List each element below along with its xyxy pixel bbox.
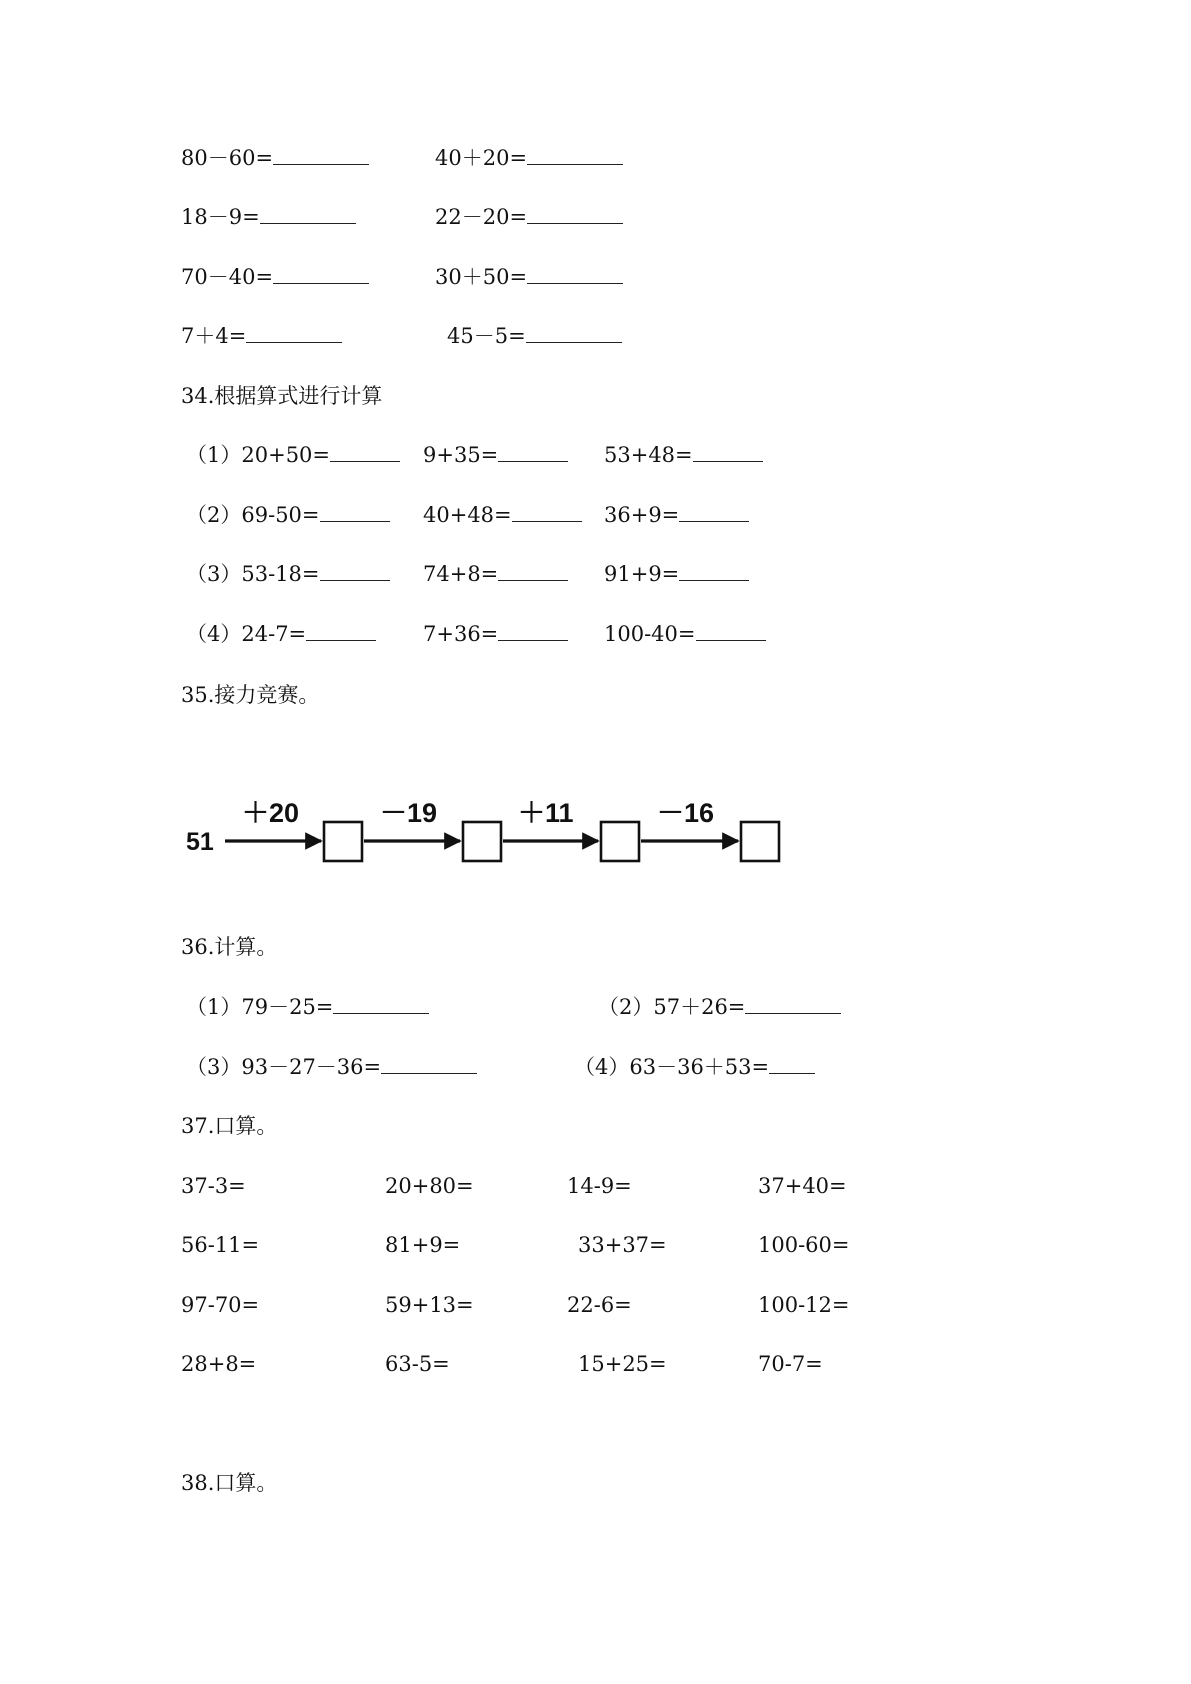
- step-label: －16: [657, 798, 715, 828]
- answer-blank[interactable]: [679, 561, 749, 581]
- oral-question: 37-3=: [181, 1174, 246, 1198]
- oral-question: 14-9=: [567, 1174, 632, 1198]
- answer-blank[interactable]: [526, 323, 622, 343]
- equation: （3）93－27－36=: [186, 1054, 477, 1080]
- relay-diagram: [178, 780, 798, 880]
- equation: （3）53-18=: [186, 561, 390, 587]
- answer-blank[interactable]: [745, 994, 841, 1014]
- question-title: 34.根据算式进行计算: [181, 384, 383, 408]
- equation: 9+35=: [423, 442, 568, 468]
- equation: 7+36=: [423, 621, 568, 647]
- oral-question: 81+9=: [385, 1233, 461, 1257]
- answer-blank[interactable]: [512, 502, 582, 522]
- answer-blank[interactable]: [381, 1054, 477, 1074]
- equation: 70－40=: [181, 264, 369, 290]
- equation: （2）57＋26=: [598, 994, 841, 1020]
- oral-question: 100-60=: [758, 1233, 850, 1257]
- step-label: ＋20: [242, 798, 300, 828]
- question-title: 36.计算。: [181, 935, 278, 959]
- oral-question: 97-70=: [181, 1293, 260, 1317]
- answer-box[interactable]: [324, 822, 362, 861]
- equation: （2）69-50=: [186, 502, 390, 528]
- equation: 30＋50=: [435, 264, 623, 290]
- answer-blank[interactable]: [527, 145, 623, 165]
- answer-blank[interactable]: [306, 621, 376, 641]
- step-label: －19: [380, 798, 438, 828]
- answer-blank[interactable]: [769, 1054, 815, 1074]
- answer-blank[interactable]: [696, 621, 766, 641]
- equation: （1）79－25=: [186, 994, 429, 1020]
- answer-blank[interactable]: [498, 442, 568, 462]
- answer-blank[interactable]: [260, 204, 356, 224]
- answer-box[interactable]: [463, 822, 501, 861]
- equation: （4）63－36＋53=: [574, 1054, 815, 1080]
- oral-question: 28+8=: [181, 1352, 257, 1376]
- answer-blank[interactable]: [246, 323, 342, 343]
- equation: 40＋20=: [435, 145, 623, 171]
- equation: 80－60=: [181, 145, 369, 171]
- equation: 91+9=: [604, 561, 749, 587]
- equation: 100-40=: [604, 621, 766, 647]
- answer-blank[interactable]: [527, 264, 623, 284]
- equation: （1）20+50=: [186, 442, 400, 468]
- oral-question: 70-7=: [758, 1352, 823, 1376]
- oral-question: 33+37=: [578, 1233, 667, 1257]
- relay-diagram-svg: [178, 780, 798, 880]
- answer-blank[interactable]: [498, 621, 568, 641]
- oral-question: 59+13=: [385, 1293, 474, 1317]
- equation: 40+48=: [423, 502, 582, 528]
- question-title: 37.口算。: [181, 1114, 278, 1138]
- answer-box[interactable]: [741, 822, 779, 861]
- equation: 7＋4=: [181, 323, 342, 349]
- answer-blank[interactable]: [679, 502, 749, 522]
- equation: （4）24-7=: [186, 621, 376, 647]
- equation: 74+8=: [423, 561, 568, 587]
- answer-blank[interactable]: [320, 561, 390, 581]
- answer-blank[interactable]: [498, 561, 568, 581]
- question-title: 35.接力竞赛。: [181, 683, 320, 707]
- oral-question: 22-6=: [567, 1293, 632, 1317]
- answer-blank[interactable]: [273, 145, 369, 165]
- equation: 22－20=: [435, 204, 623, 230]
- step-label: ＋11: [518, 798, 574, 828]
- question-title: 38.口算。: [181, 1471, 278, 1495]
- answer-blank[interactable]: [273, 264, 369, 284]
- answer-blank[interactable]: [527, 204, 623, 224]
- equation: 53+48=: [604, 442, 763, 468]
- answer-blank[interactable]: [320, 502, 390, 522]
- oral-question: 100-12=: [758, 1293, 850, 1317]
- answer-blank[interactable]: [330, 442, 400, 462]
- oral-question: 20+80=: [385, 1174, 474, 1198]
- start-number: 51: [186, 828, 214, 856]
- equation: 36+9=: [604, 502, 749, 528]
- equation: 18－9=: [181, 204, 356, 230]
- oral-question: 63-5=: [385, 1352, 450, 1376]
- answer-blank[interactable]: [693, 442, 763, 462]
- answer-box[interactable]: [601, 822, 639, 861]
- oral-question: 56-11=: [181, 1233, 260, 1257]
- oral-question: 15+25=: [578, 1352, 667, 1376]
- oral-question: 37+40=: [758, 1174, 847, 1198]
- equation: 45－5=: [447, 323, 622, 349]
- answer-blank[interactable]: [333, 994, 429, 1014]
